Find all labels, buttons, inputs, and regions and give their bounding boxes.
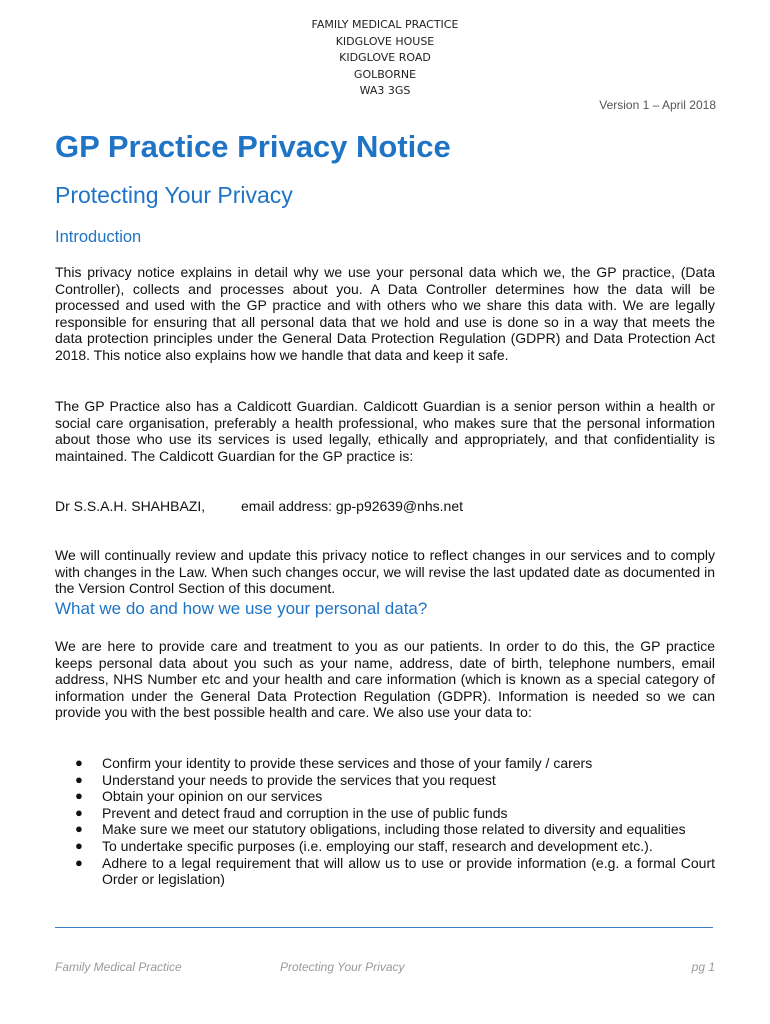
list-item [55,838,715,855]
page-title: GP Practice Privacy Notice [55,129,451,164]
bullet-icon: ● [75,804,83,820]
address-line: FAMILY MEDICAL PRACTICE [311,18,459,31]
review-paragraph: We will continually review and update this privacy notice to reflect changes in our services and to comply with changes in the Law. When such changes occur, we will revise the last updated date as documented in the Version Control Section of this document. [55,547,715,597]
data-uses-list [55,755,715,888]
list-item-text: Adhere to a legal requirement that will allow us to use or provide information (e.g. a formal Court Order or legislation) [102,854,715,888]
bullet-icon: ● [75,788,83,804]
list-item [55,755,715,772]
list-item-text: Obtain your opinion on our services [102,788,323,805]
what-we-do-paragraph: We are here to provide care and treatment to you as our patients. In order to do this, the GP practice keeps personal data about you such as your name, address, date of birth, telephone numbers, email address, NHS Number etc and your health and care information (which is known as a special category of information under the General Data Protection Regulation (GDPR). Information is needed so we can provide you with the best possible health and care. We also use your data to: [55,638,715,721]
list-item [55,788,715,805]
footer-divider [55,927,713,928]
guardian-email: email address: gp-p92639@nhs.net [241,498,464,514]
address-line: GOLBORNE [353,67,417,81]
bullet-icon: ● [75,821,83,837]
page-subtitle: Protecting Your Privacy [55,182,293,208]
address-line: WA3 3GS [359,84,411,97]
version-label: Version 1 – April 2018 [599,98,716,112]
address-line: KIDGLOVE ROAD [339,51,431,64]
bullet-icon: ● [75,837,83,853]
footer-page-number: pg 1 [691,960,715,974]
bullet-icon: ● [75,771,83,787]
list-item-text: Make sure we meet our statutory obligations, including those related to diversity and equalities [102,821,686,838]
list-item [55,855,715,888]
what-we-do-heading: What we do and how we use your personal data? [55,599,428,618]
list-item-text: Prevent and detect fraud and corruption in the use of public funds [102,804,508,821]
bullet-icon: ● [75,854,83,870]
list-item-text: Confirm your identity to provide these services and those of your family / carers [102,755,593,771]
practice-address [0,17,770,100]
caldicott-paragraph: The GP Practice also has a Caldicott Guardian. Caldicott Guardian is a senior person within a health or social care organisation, preferably a health professional, who makes sure that the personal information about those who use its services is used legally, ethically and appropriately, and that confidentiality is maintained. The Caldicott Guardian for the GP practice is: [55,398,715,464]
bullet-icon: ● [75,755,83,770]
address-line: KIDGLOVE HOUSE [335,34,435,48]
guardian-name: Dr S.S.A.H. SHAHBAZI, [55,498,206,514]
footer-practice-name: Family Medical Practice [55,960,182,974]
list-item [55,805,715,822]
list-item [55,772,715,789]
list-item-text: To undertake specific purposes (i.e. employing our staff, research and development etc.). [102,837,653,854]
intro-paragraph: This privacy notice explains in detail why we use your personal data which we, the GP practice, (Data Controller), collects and processes about you. A Data Controller determines how the data will be processed and used with the GP practice and with others who we share this data with. We are legally responsible for ensuring that all personal data that we hold and use is done so in a way that meets the data protection principles under the General Data Protection Regulation (GDPR) and Data Protection Act 2018. This notice also explains how we handle that data and keep it safe. [55,264,715,363]
footer-document-title: Protecting Your Privacy [280,960,405,974]
list-item [55,821,715,838]
list-item-text: Understand your needs to provide the services that you request [102,771,496,788]
guardian-contact [55,498,463,515]
introduction-heading: Introduction [55,228,142,246]
